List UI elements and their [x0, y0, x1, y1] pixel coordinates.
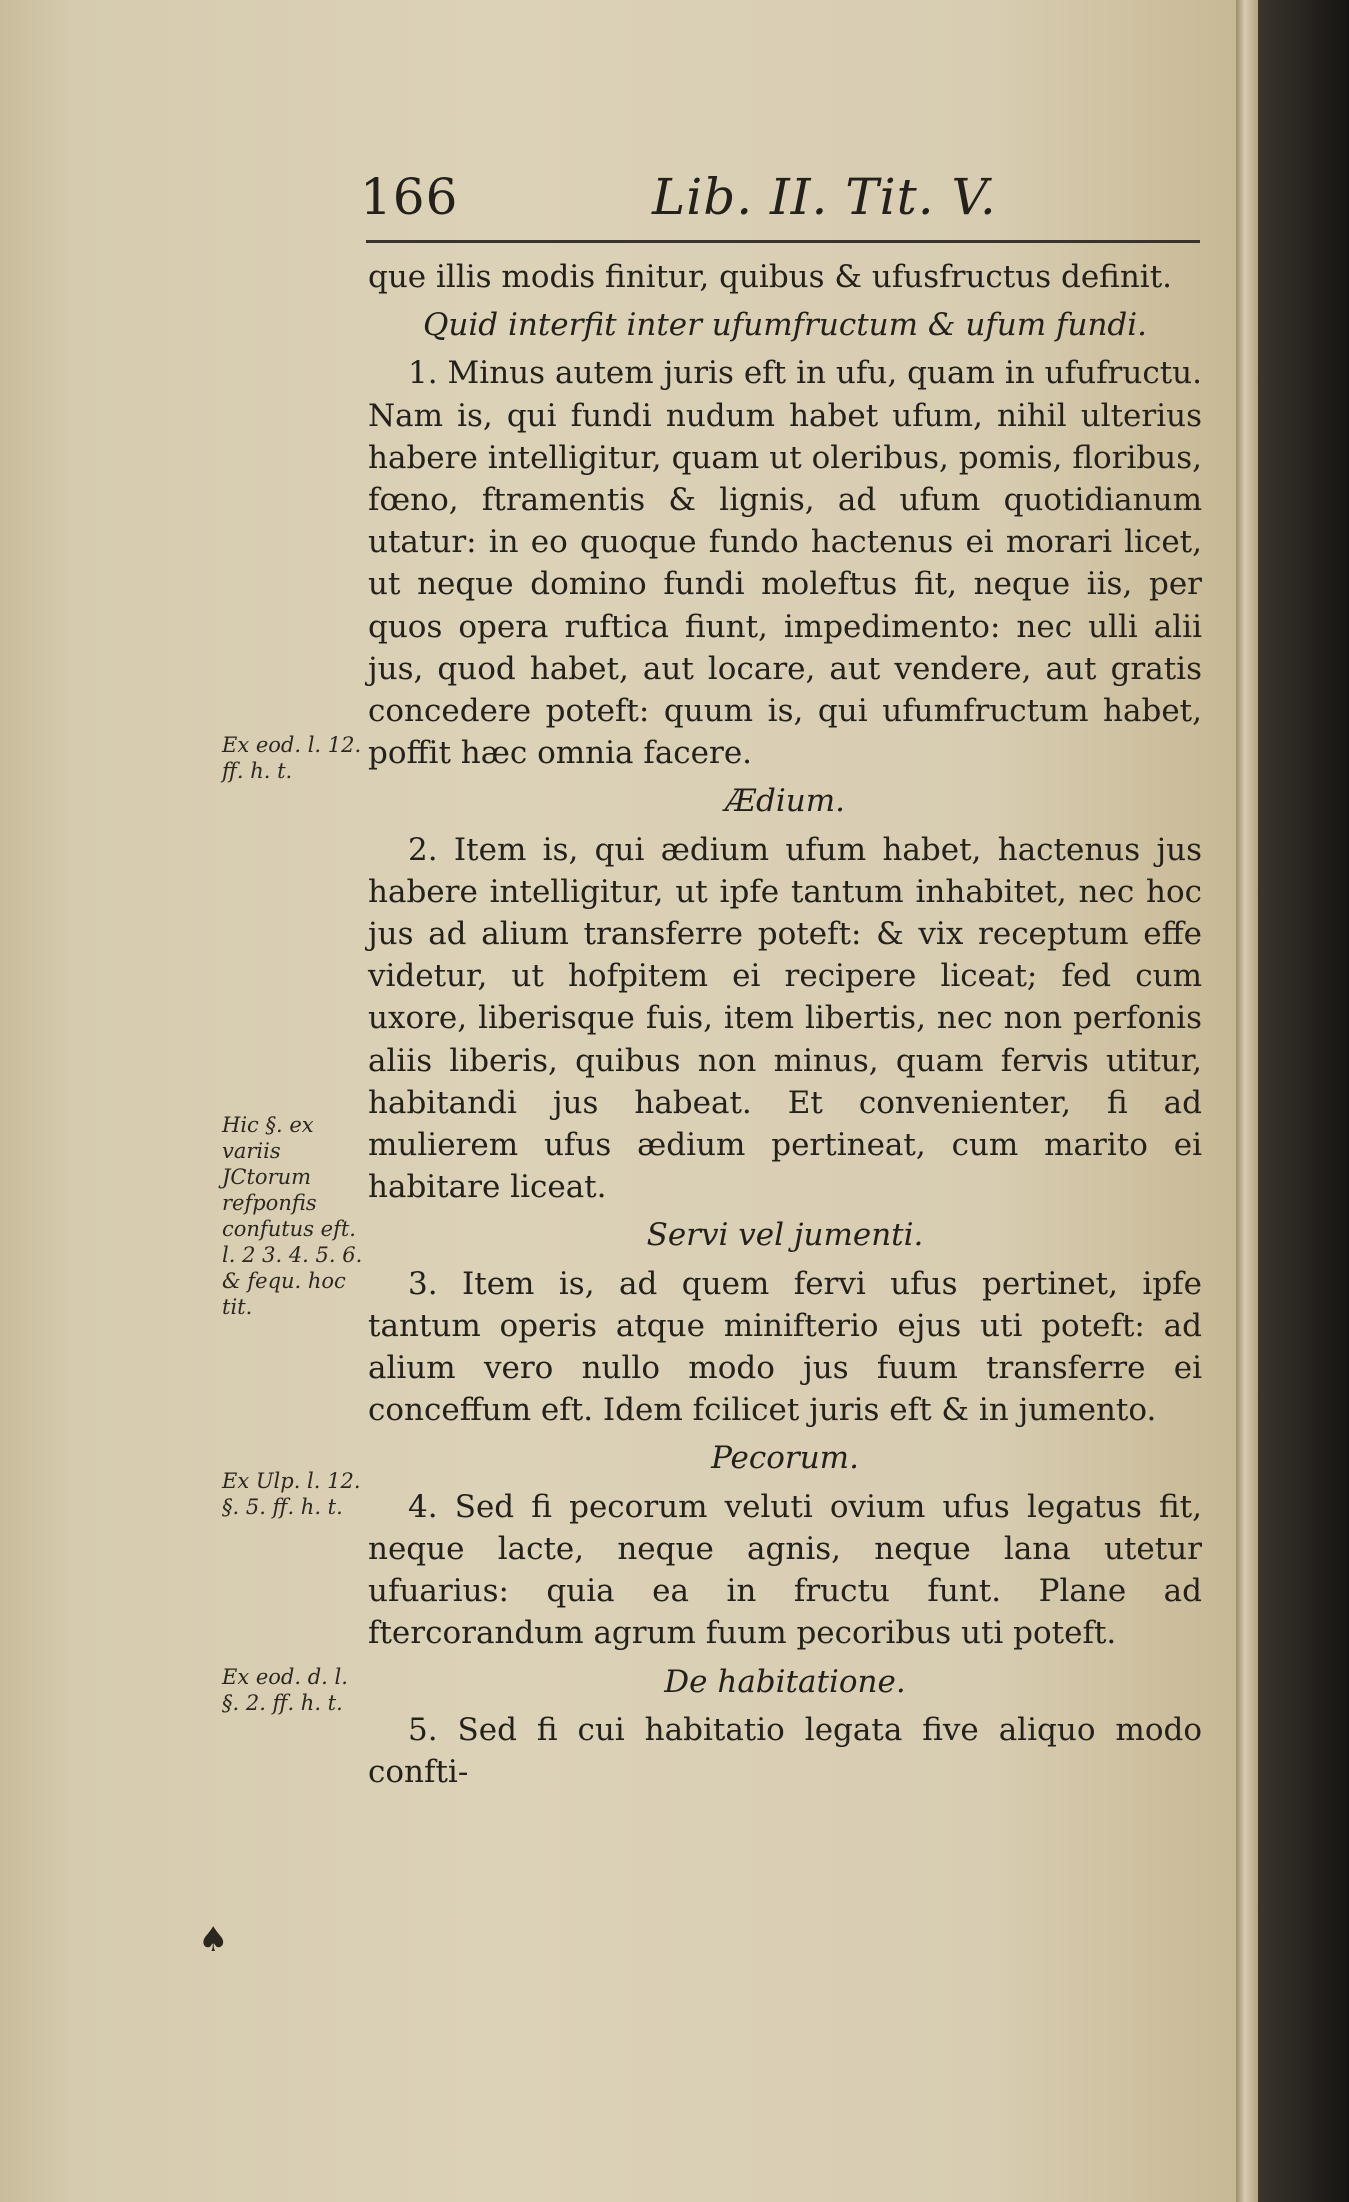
margin-note-2: Hic §. ex variis JCtorum refponfis confutus eft. l. 2 3. 4. 5. 6. & fequ. hoc tit. — [222, 1113, 363, 1319]
running-header — [360, 168, 1200, 228]
paragraph-4: 4. Sed fi pecorum veluti ovium ufus legatus fit, neque lacte, neque agnis, neque lana utetur ufuarius: quia ea in fructu funt. Plane ad ftercorandum agrum fuum pecoribus uti poteft. — [368, 1488, 1202, 1652]
margin-note-1: Ex eod. l. 12. ff. h. t. — [222, 733, 362, 783]
section-heading-aedium: Ædium. — [724, 783, 845, 820]
printer-ornament-icon: ♠ — [198, 1920, 229, 1960]
header-rule — [366, 240, 1200, 243]
margin-note-3: Ex Ulp. l. 12. §. 5. ff. h. t. — [222, 1469, 361, 1519]
section-heading-habitatione: De habitatione. — [664, 1663, 906, 1700]
paragraph-3: 3. Item is, ad quem fervi ufus pertinet, ipfe tantum operis atque minifterio ejus uti poteft: ad alium vero nullo modo jus fuum transferre ei conceffum eft. Idem fcilicet juris eft & in jumento. — [368, 1265, 1202, 1429]
paragraph-2: 2. Item is, qui ædium ufum habet, hactenus jus habere intelligitur, ut ipfe tantum inhabitet, nec hoc jus ad alium transferre poteft: & vix receptum effe videtur, ut hofpitem ei recipere liceat; fed cum uxore, liberisque fuis, item libertis, nec non perfonis aliis liberis, quibus non minus, quam fervis utitur, habitandi jus habeat. Et convenienter, fi ad mulierem ufus ædium pertineat, cum marito ei habitare liceat. — [368, 831, 1202, 1206]
section-heading-usufruct: Quid interfit inter ufumfructum & ufum fundi. — [422, 307, 1148, 344]
paragraph-5: 5. Sed fi cui habitatio legata five aliquo modo confti- — [368, 1711, 1202, 1790]
running-title: Lib. II. Tit. V. — [652, 168, 997, 226]
margin-note-4: Ex eod. d. l. §. 2. ff. h. t. — [222, 1665, 348, 1715]
book-gutter — [1258, 0, 1349, 2202]
page-edge — [1236, 0, 1258, 2202]
section-heading-pecorum: Pecorum. — [711, 1440, 859, 1477]
main-text — [368, 256, 1202, 1793]
paragraph-continuation: que illis modis finitur, quibus & ufusfructus definit. — [368, 259, 1173, 295]
section-heading-servi: Servi vel jumenti. — [646, 1217, 924, 1254]
page-number: 166 — [360, 168, 459, 226]
paragraph-1: 1. Minus autem juris eft in ufu, quam in ufufructu. Nam is, qui fundi nudum habet ufum, nihil ulterius habere intelligitur, quam ut oleribus, pomis, floribus, fœno, ftramentis & lignis, ad ufum quotidianum utatur: in eo quoque fundo hactenus ei morari licet, ut neque domino fundi moleftus fit, neque iis, per quos opera ruftica fiunt, impedimento: nec ulli alii jus, quod habet, aut locare, aut vendere, aut gratis concedere poteft: quum is, qui ufumfructum habet, poffit hæc omnia facere. — [368, 355, 1202, 772]
